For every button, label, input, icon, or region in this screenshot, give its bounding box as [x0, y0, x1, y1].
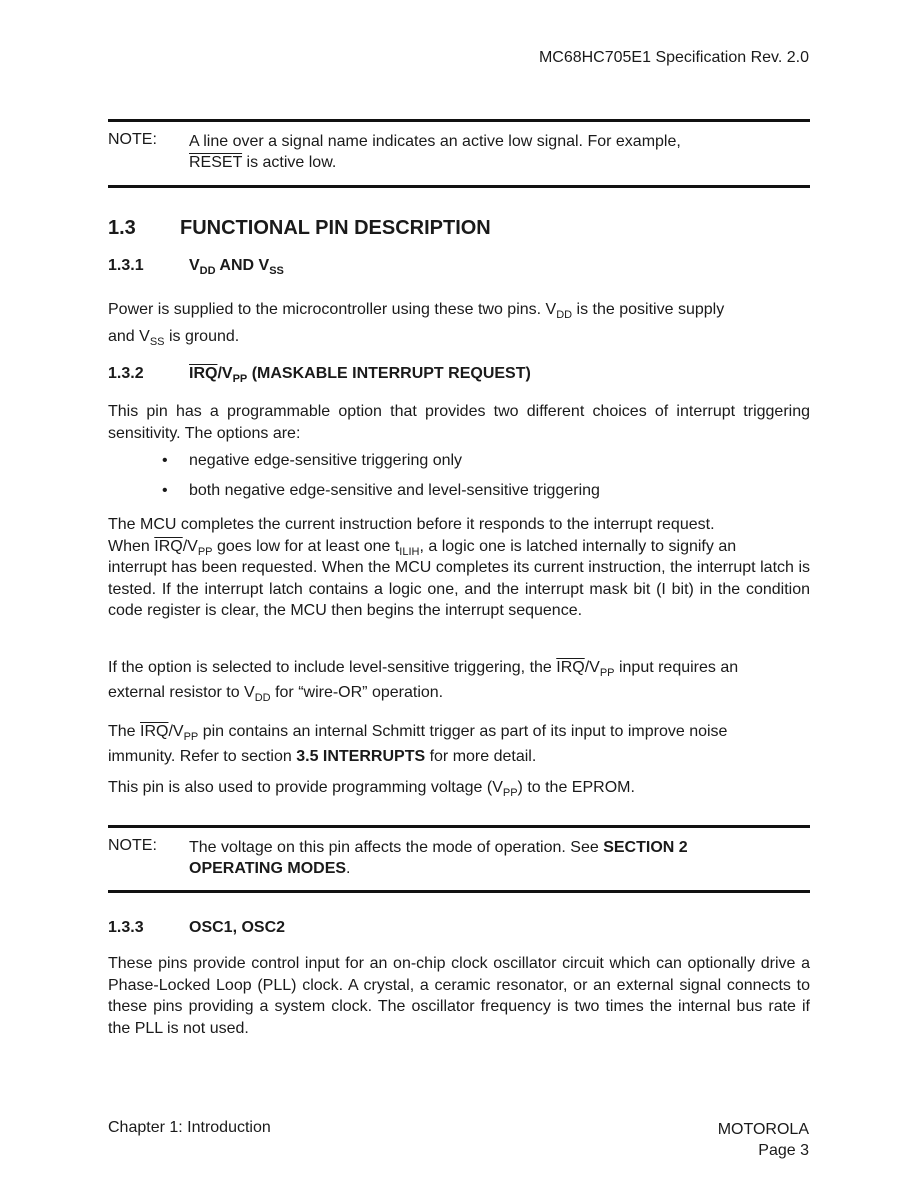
paragraph-schmitt: The $\overline{IRQ}/V_{PP}$ pin contains an internal Schmitt trigger as part of its input to improve noise immunity. Refer to section 3.5 INTERRUPTS for more detail. [108, 723, 728, 765]
footer-company: MOTOROLA [717, 1121, 809, 1138]
footer-chapter: Chapter 1: Introduction [108, 1119, 271, 1136]
paragraph-osc: These pins provide control input for an on-chip clock oscillator circuit which can optionally drive a Phase-Locked Loop (PLL) clock. A crystal, a ceramic resonator, or an external signal connects to these pins providing a system clock. The oscillator frequency is two times the internal bus rate if the PLL is not used. [108, 955, 810, 1037]
subsection-title: OSC1, OSC2 [189, 919, 286, 936]
paragraph-programming: This pin is also used to provide programming voltage $(V_{PP})$ to the EPROM. [108, 779, 635, 799]
paragraph-irq-intro: This pin has a programmable option that provides two different choices of interrupt triggering sensitivity. The options are: [108, 403, 810, 442]
section-number: 1.3 [108, 217, 136, 239]
list-item: both negative edge-sensitive and level-sensitive triggering [189, 482, 600, 499]
note-bottom-rule [108, 185, 810, 188]
bullet-marker: • [162, 482, 168, 499]
reset-signal: RESET [189, 154, 243, 171]
section-reference: 3.5 INTERRUPTS [296, 748, 426, 765]
section-reference: OPERATING MODES [189, 860, 347, 877]
page-header-title: MC68HC705E1 Specification Rev. 2.0 [538, 49, 809, 66]
note-line-2: RESET is active low. [189, 154, 337, 171]
paragraph-mcu: The MCU completes the current instruction before it responds to the interrupt request. When $\overline{IRQ}/V_{PP}$ goes low for at least one $t_{ILIH}$, a logic one is latched internally to signify an interrupt has been requested. When the MCU completes its current instruction, the interrupt latch is tested. If the interrupt latch contains a logic one, and the interrupt mask bit (I bit) in the condition code register is clear, the MCU then begins the interrupt sequence. [108, 516, 810, 619]
subsection-number: 1.3.2 [108, 365, 144, 382]
subsection-number: 1.3.1 [108, 257, 144, 274]
subsection-number: 1.3.3 [108, 919, 144, 936]
footer-right [718, 1119, 809, 1161]
paragraph-power: Power is supplied to the microcontroller using these two pins. $V_{DD}$ is the positive supply and $V_{SS}$ is ground. [108, 301, 725, 348]
note-top-rule [108, 825, 810, 828]
section-title: FUNCTIONAL PIN DESCRIPTION [180, 217, 491, 239]
note-bottom-rule [108, 890, 810, 893]
bullet-marker: • [162, 452, 168, 469]
note-text: The voltage on this pin affects the mode of operation. See SECTION 2 OPERATING MODES. [189, 839, 688, 877]
page-number: Page 3 [758, 1142, 809, 1159]
note-label: NOTE: [108, 837, 157, 854]
note-text [189, 131, 809, 173]
note-top-rule [108, 119, 810, 122]
note-label: NOTE: [108, 131, 157, 148]
subsection-title: $\overline{IRQ}/V_{PP}$ (MASKABLE INTERRUPT REQUEST) [189, 365, 531, 385]
list-item: negative edge-sensitive triggering only [189, 452, 463, 469]
note-line-1: A line over a signal name indicates an active low signal. For example, [189, 133, 681, 150]
paragraph-level-sensitive: If the option is selected to include level-sensitive triggering, the $\overline{IRQ}/V_{PP}$ input requires an external resistor to $V_{DD}$ for “wire-OR” operation. [108, 659, 739, 704]
subsection-title: $V_{DD}$ AND $V_{SS}$ [189, 257, 284, 277]
section-reference: SECTION 2 [603, 839, 688, 856]
